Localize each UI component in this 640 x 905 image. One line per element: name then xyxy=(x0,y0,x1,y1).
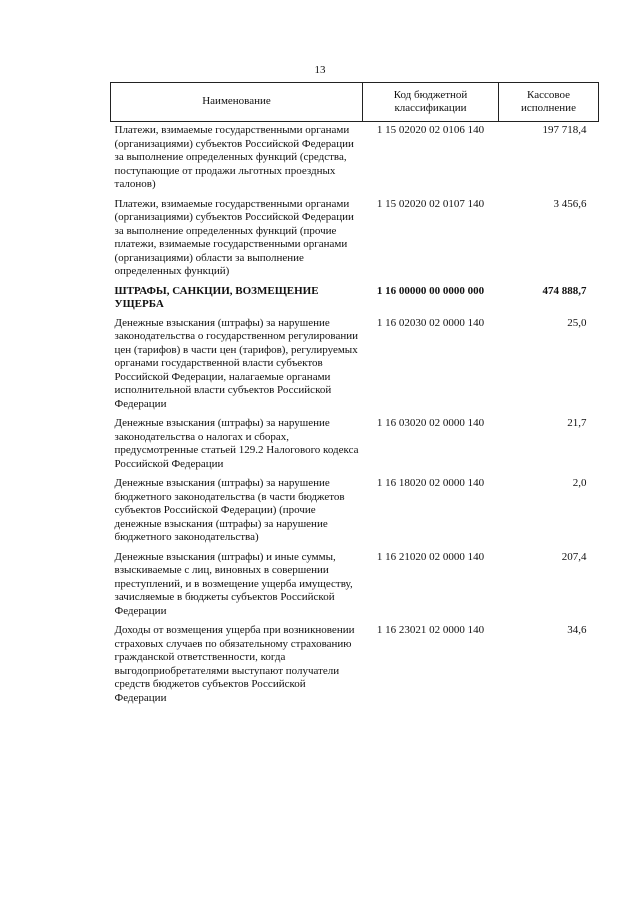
row-amount: 197 718,4 xyxy=(542,124,587,136)
row-name: Доходы от возмещения ущерба при возникновении страховых случаев по обязательному страхованию гражданской ответственности, когда выгодоприобретателями выступают получатели средств бюджетов субъектов Российской Федерации xyxy=(114,624,355,704)
row-code: 1 16 21020 02 0000 140 xyxy=(376,550,485,563)
row-amount: 21,7 xyxy=(567,417,587,429)
table-row xyxy=(111,549,599,623)
row-name: Платежи, взимаемые государственными органами (организациями) субъектов Российской Федерации за выполнение определенных функций (средства, поступающие от продажи льготных проездных талонов) xyxy=(114,124,354,190)
row-amount: 474 888,7 xyxy=(542,284,587,297)
table-row xyxy=(111,196,599,283)
header-row xyxy=(111,83,599,122)
table-body xyxy=(111,122,599,710)
table-row xyxy=(111,622,599,709)
row-code: 1 16 03020 02 0000 140 xyxy=(376,417,485,429)
row-name: Платежи, взимаемые государственными органами (организациями) субъектов Российской Федерации за выполнение определенных функций (прочие платежи, взимаемые государственными органами (организациями) области за выполнение определенных функций) xyxy=(114,197,354,277)
row-code: 1 16 18020 02 0000 140 xyxy=(376,477,485,489)
row-amount: 34,6 xyxy=(567,624,587,636)
header-code: Код бюджетной классификации xyxy=(363,83,499,122)
table-row xyxy=(111,122,599,196)
row-amount: 3 456,6 xyxy=(553,197,587,210)
row-code: 1 16 02030 02 0000 140 xyxy=(376,316,485,329)
row-amount: 25,0 xyxy=(567,316,587,329)
header-name: Наименование xyxy=(111,83,363,122)
row-code: 1 16 00000 00 0000 000 xyxy=(376,284,485,297)
row-name: Денежные взыскания (штрафы) за нарушение законодательства о налогах и сборах, предусмотренные статьей 129.2 Налогового кодекса Российской Федерации xyxy=(114,417,359,470)
page-number: 13 xyxy=(314,64,326,76)
row-name: ШТРАФЫ, САНКЦИИ, ВОЗМЕЩЕНИЕ УЩЕРБА xyxy=(114,284,319,310)
row-name: Денежные взыскания (штрафы) и иные суммы, взыскиваемые с лиц, виновных в совершении преступлений, и в возмещение ущерба имуществу, зачисляемые в бюджеты субъектов Российской Федерации xyxy=(114,550,353,617)
table-row xyxy=(111,475,599,549)
row-code: 1 15 02020 02 0106 140 xyxy=(376,124,485,136)
row-name: Денежные взыскания (штрафы) за нарушение бюджетного законодательства (в части бюджетов субъектов Российской Федерации) (прочие денежные взыскания (штрафы) за нарушение бюджетного законодательства) xyxy=(114,477,345,543)
row-code: 1 15 02020 02 0107 140 xyxy=(376,197,485,210)
row-amount: 2,0 xyxy=(572,477,587,489)
table-header xyxy=(111,83,599,122)
row-amount: 207,4 xyxy=(561,550,587,563)
header-amount: Кассовое исполнение xyxy=(499,83,599,122)
row-name: Денежные взыскания (штрафы) за нарушение законодательства о государственном регулировании цен (тарифов) в части цен (тарифов), регулируемых органами государственной власти субъектов Российской Федерации, налагаемые органами исполнительной власти субъектов Российской Федерации xyxy=(114,316,358,410)
table-row xyxy=(111,315,599,416)
table-row xyxy=(111,415,599,475)
row-code: 1 16 23021 02 0000 140 xyxy=(376,624,485,636)
table-row-section xyxy=(111,283,599,315)
budget-table xyxy=(110,82,599,709)
